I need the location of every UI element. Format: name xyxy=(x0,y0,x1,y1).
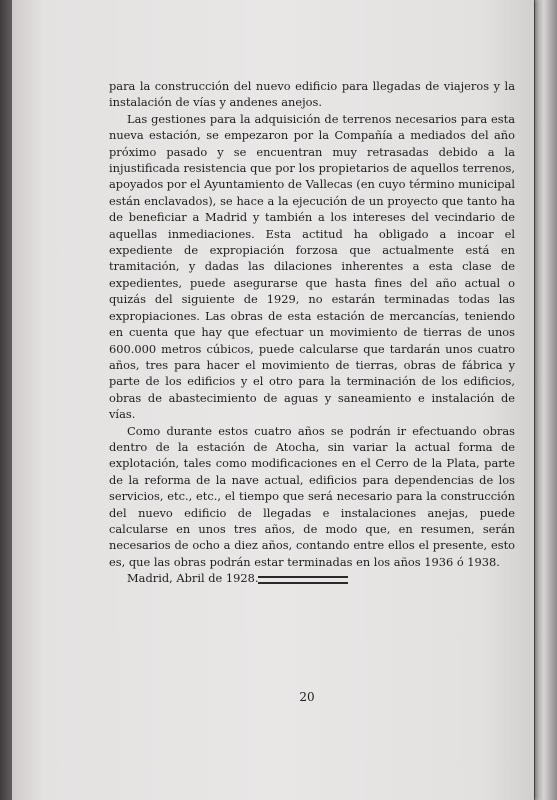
body-text xyxy=(109,78,515,587)
rule-line xyxy=(258,576,348,578)
book-page xyxy=(12,0,534,800)
book-edge xyxy=(535,0,557,800)
paragraph-continuation: para la construcción del nuevo edificio para llegadas de viajeros y la instalación de vías y andenes anejos. xyxy=(109,79,515,110)
signoff-date: Madrid, Abril de 1928. xyxy=(127,571,259,586)
rule-line xyxy=(258,582,348,584)
double-rule-ornament xyxy=(258,576,348,586)
paragraph-atocha-works: Como durante estos cuatro años se podrán ir efectuando obras dentro de la estación de Atocha, sin variar la actual forma de explotación, tales como modificaciones en el Cerro de la Plata, parte de la reforma de la nave actual, edificios para dependencias de los servicios, etc., etc., el tiempo que será necesario para la construcción del nuevo edificio de llegadas e instalaciones anejas, puede calcularse en unos tres años, de modo que, en resumen, serán necesarios de ocho a diez años, contando entre ellos el presente, esto es, que las obras podrán estar terminadas en los años 1936 ó 1938. xyxy=(109,423,515,569)
paragraph-land-acquisition: Las gestiones para la adquisición de terrenos necesarios para esta nueva estación, se empezaron por la Compañía a mediados del año próximo pasado y se encuentran muy retrasadas debido a la injustificada resistencia que por los propietarios de aquellos terrenos, apoyados por el Ayuntamiento de Vallecas (en cuyo término municipal están enclavados), se hace a la ejecución de un proyecto que tanto ha de beneficiar a Madrid y también a los intereses del vecindario de aquellas inmediaciones. Esta actitud ha obligado a incoar el expediente de expropiación forzosa que actualmente está en tramitación, y dadas las dilaciones inherentes a esta clase de expedientes, puede asegurarse que hasta fines del año actual o quizás del siguiente de 1929, no estarán terminadas todas las expropiaciones. Las obras de esta estación de mercancías, teniendo en cuenta que hay que efectuar un movimiento de tierras de unos 600.000 metros cúbicos, puede calcularse que tardarán unos cuatro años, tres para hacer el movimiento de tierras, obras de fábrica y parte de los edificios y el otro para la terminación de los edificios, obras de abastecimiento de aguas y saneamiento e instalación de vías. xyxy=(109,111,515,422)
page-number: 20 xyxy=(299,690,315,704)
